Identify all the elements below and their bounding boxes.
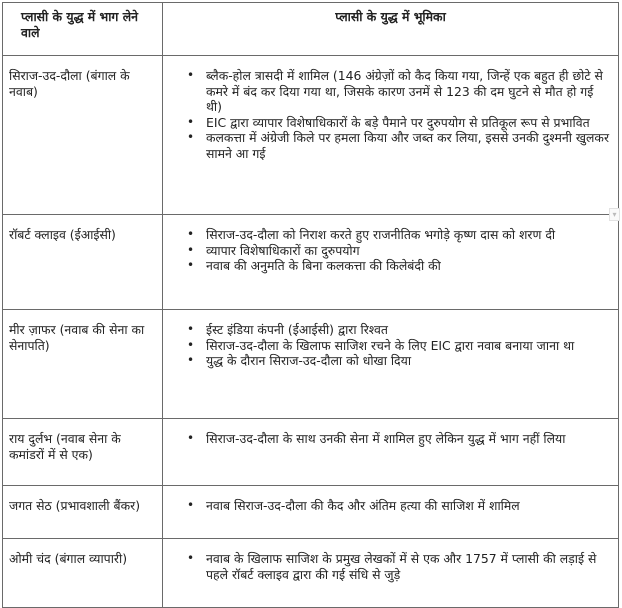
role-item — [187, 551, 610, 582]
role-item — [187, 322, 610, 338]
role-list — [163, 431, 610, 447]
table-row — [3, 419, 619, 486]
role-item — [187, 68, 610, 115]
bullet-icon: • — [187, 227, 195, 241]
role-text: युद्ध के दौरान सिराज-उद-दौला को धोखा दिया — [206, 353, 412, 369]
bullet-icon: • — [187, 322, 195, 336]
header-participants: प्लासी के युद्ध में भाग लेने वाले — [3, 3, 163, 56]
bullet-icon: • — [187, 130, 195, 145]
role-item — [187, 242, 610, 259]
role-text: सिराज-उद-दौला के साथ उनकी सेना में शामिल हुए लेकिन युद्ध में भाग नहीं लिया — [206, 431, 566, 446]
table-row — [3, 215, 619, 310]
header-role: प्लासी के युद्ध में भूमिका — [163, 3, 619, 56]
role-text: नवाब की अनुमति के बिना कलकत्ता की किलेबंदी की — [206, 258, 441, 274]
plassey-roles-table — [2, 2, 619, 608]
role-text: कलकत्ता में अंग्रेजी किले पर हमला किया और जब्त कर लिया, इससे उनकी दुश्मनी खुलकर सामने आ गई — [206, 130, 610, 161]
role-text: नवाब के खिलाफ साजिश के प्रमुख लेखकों में से एक और 1757 में प्लासी की लड़ाई से पहले रॉबर्ट क्लाइव द्वारा की गई संधि से जुड़े — [206, 551, 597, 582]
chevron-down-icon[interactable]: ▾ — [609, 208, 620, 221]
role-item — [187, 227, 610, 243]
actor-cell: सिराज-उद-दौला (बंगाल के नवाब) — [3, 56, 163, 215]
actor-cell: राय दुर्लभ (नवाब सेना के कमांडरों में से एक) — [3, 419, 163, 486]
header-row — [3, 3, 619, 56]
role-text: व्यापार विशेषाधिकारों का दुरुपयोग — [206, 242, 360, 258]
role-cell — [163, 56, 619, 215]
role-text: ब्लैक-होल त्रासदी में शामिल (146 अंग्रेज़ों को कैद किया गया, जिन्हें एक बहुत ही छोटे से कमरे में बंद कर दिया गया था, जिसके कारण उनमें से 123 की दम घुटने से मौत हो गई थी) — [206, 68, 603, 115]
role-item — [187, 130, 610, 161]
bullet-icon: • — [187, 258, 195, 273]
actor-cell: ओमी चंद (बंगाल व्यापारी) — [3, 539, 163, 608]
role-text: नवाब सिराज-उद-दौला की कैद और अंतिम हत्या की साजिश में शामिल — [206, 498, 520, 513]
actor-cell: जगत सेठ (प्रभावशाली बैंकर) — [3, 486, 163, 539]
role-text: सिराज-उद-दौला के खिलाफ साजिश रचने के लिए EIC द्वारा नवाब बनाया जाना था — [206, 337, 575, 353]
actor-cell: रॉबर्ट क्लाइव (ईआईसी) — [3, 215, 163, 310]
bullet-icon: • — [187, 498, 195, 512]
role-text: EIC द्वारा व्यापार विशेषाधिकारों के बड़े पैमाने पर दुरुपयोग से प्रतिकूल रूप से प्रभावित — [206, 114, 590, 130]
role-list — [163, 322, 610, 369]
role-item — [187, 258, 610, 274]
bullet-icon: • — [187, 68, 195, 82]
role-cell — [163, 419, 619, 486]
role-text: ईस्ट इंडिया कंपनी (ईआईसी) द्वारा रिश्वत — [206, 322, 388, 337]
role-cell — [163, 310, 619, 419]
bullet-icon: • — [187, 242, 195, 257]
role-list — [163, 551, 610, 582]
role-item — [187, 431, 610, 447]
role-item — [187, 353, 610, 369]
actor-cell: मीर ज़ाफर (नवाब की सेना का सेनापति) — [3, 310, 163, 419]
bullet-icon: • — [187, 551, 195, 565]
role-cell — [163, 539, 619, 608]
bullet-icon: • — [187, 431, 195, 445]
bullet-icon: • — [187, 114, 195, 129]
bullet-icon: • — [187, 337, 195, 352]
role-item — [187, 498, 610, 514]
table-row — [3, 539, 619, 608]
role-text: सिराज-उद-दौला को निराश करते हुए राजनीतिक भगोड़े कृष्ण दास को शरण दी — [206, 227, 556, 242]
table-row — [3, 310, 619, 419]
table-row — [3, 56, 619, 215]
role-list — [163, 498, 610, 514]
role-list — [163, 68, 610, 162]
role-list — [163, 227, 610, 274]
bullet-icon: • — [187, 353, 195, 368]
role-cell — [163, 215, 619, 310]
role-cell — [163, 486, 619, 539]
role-item — [187, 114, 610, 131]
role-item — [187, 337, 610, 354]
table-row — [3, 486, 619, 539]
